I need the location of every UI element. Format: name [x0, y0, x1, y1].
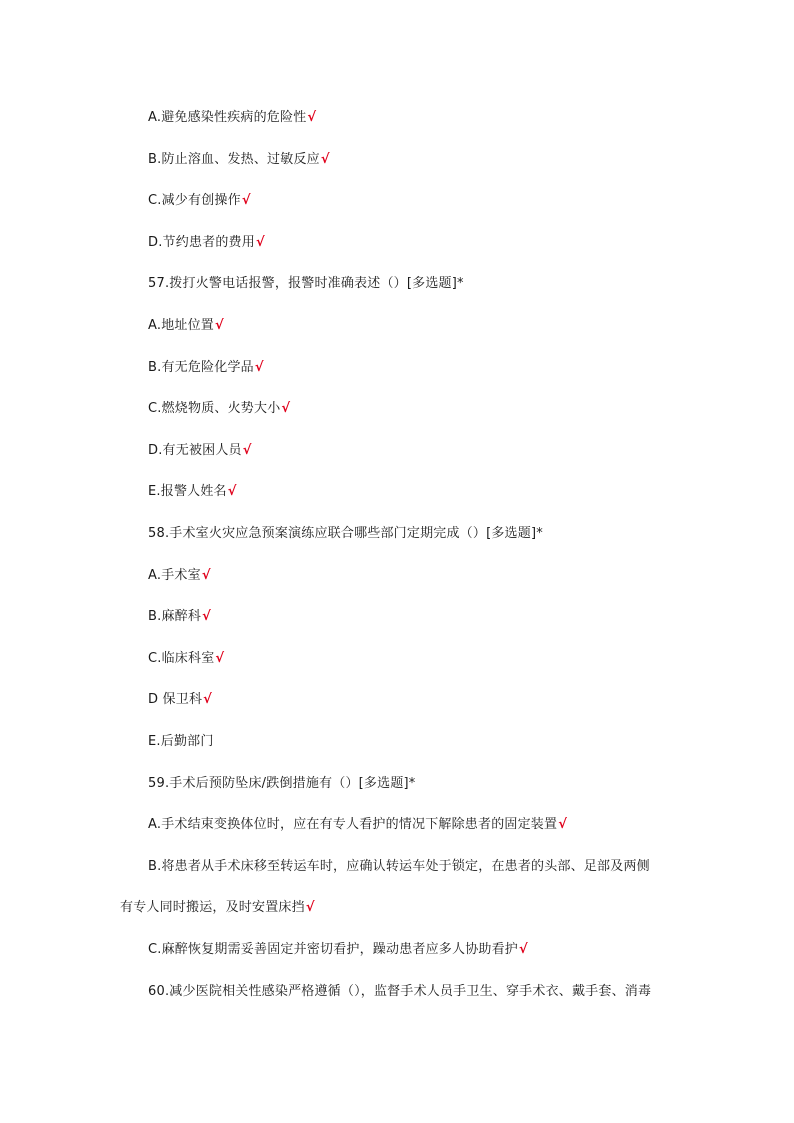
check-mark-icon: √ [307, 110, 317, 125]
option-line: A.地址位置√ [148, 318, 224, 333]
check-mark-icon: √ [202, 609, 211, 624]
check-mark-icon: √ [227, 484, 237, 499]
option-line: C.临床科室√ [148, 651, 225, 666]
check-mark-icon: √ [201, 568, 211, 583]
check-mark-icon: √ [320, 152, 330, 167]
check-mark-icon: √ [281, 401, 291, 416]
option-line: B.有无危险化学品√ [148, 360, 264, 375]
option-line: A.手术室√ [148, 568, 211, 583]
option-line: E.报警人姓名√ [148, 484, 237, 499]
question-line: 57.拨打火警电话报警，报警时准确表述（）[多选题]* [148, 276, 464, 291]
check-mark-icon: √ [558, 817, 568, 832]
option-line: D.节约患者的费用√ [148, 235, 265, 250]
option-line: D 保卫科√ [148, 692, 213, 707]
check-mark-icon: √ [241, 193, 251, 208]
option-line: B.防止溶血、发热、过敏反应√ [148, 152, 330, 167]
check-mark-icon: √ [215, 651, 225, 666]
option-line: B.麻醉科√ [148, 609, 211, 624]
check-mark-icon: √ [255, 235, 265, 250]
option-continuation-line: 有专人同时搬运，及时安置床挡√ [120, 900, 315, 915]
option-line: A.避免感染性疾病的危险性√ [148, 110, 317, 125]
check-mark-icon: √ [215, 318, 224, 333]
check-mark-icon: √ [305, 900, 315, 915]
check-mark-icon: √ [242, 443, 252, 458]
option-line: C.麻醉恢复期需妥善固定并密切看护，躁动患者应多人协助看护√ [148, 942, 528, 957]
question-line: 60.减少医院相关性感染严格遵循（），监督手术人员手卫生、穿手术衣、戴手套、消毒 [148, 984, 652, 999]
option-line: D.有无被困人员√ [148, 443, 252, 458]
option-line: B.将患者从手术床移至转运车时，应确认转运车处于锁定，在患者的头部、足部及两侧 [148, 859, 650, 874]
option-line: E.后勤部门 [148, 734, 214, 749]
option-line: C.燃烧物质、火势大小√ [148, 401, 291, 416]
option-line: A.手术结束变换体位时，应在有专人看护的情况下解除患者的固定装置√ [148, 817, 568, 832]
check-mark-icon: √ [203, 692, 213, 707]
check-mark-icon: √ [519, 942, 528, 957]
question-line: 59.手术后预防坠床/跌倒措施有（）[多选题]* [148, 776, 416, 791]
option-line: C.减少有创操作√ [148, 193, 251, 208]
question-line: 58.手术室火灾应急预案演练应联合哪些部门定期完成（）[多选题]* [148, 526, 543, 541]
check-mark-icon: √ [254, 360, 264, 375]
